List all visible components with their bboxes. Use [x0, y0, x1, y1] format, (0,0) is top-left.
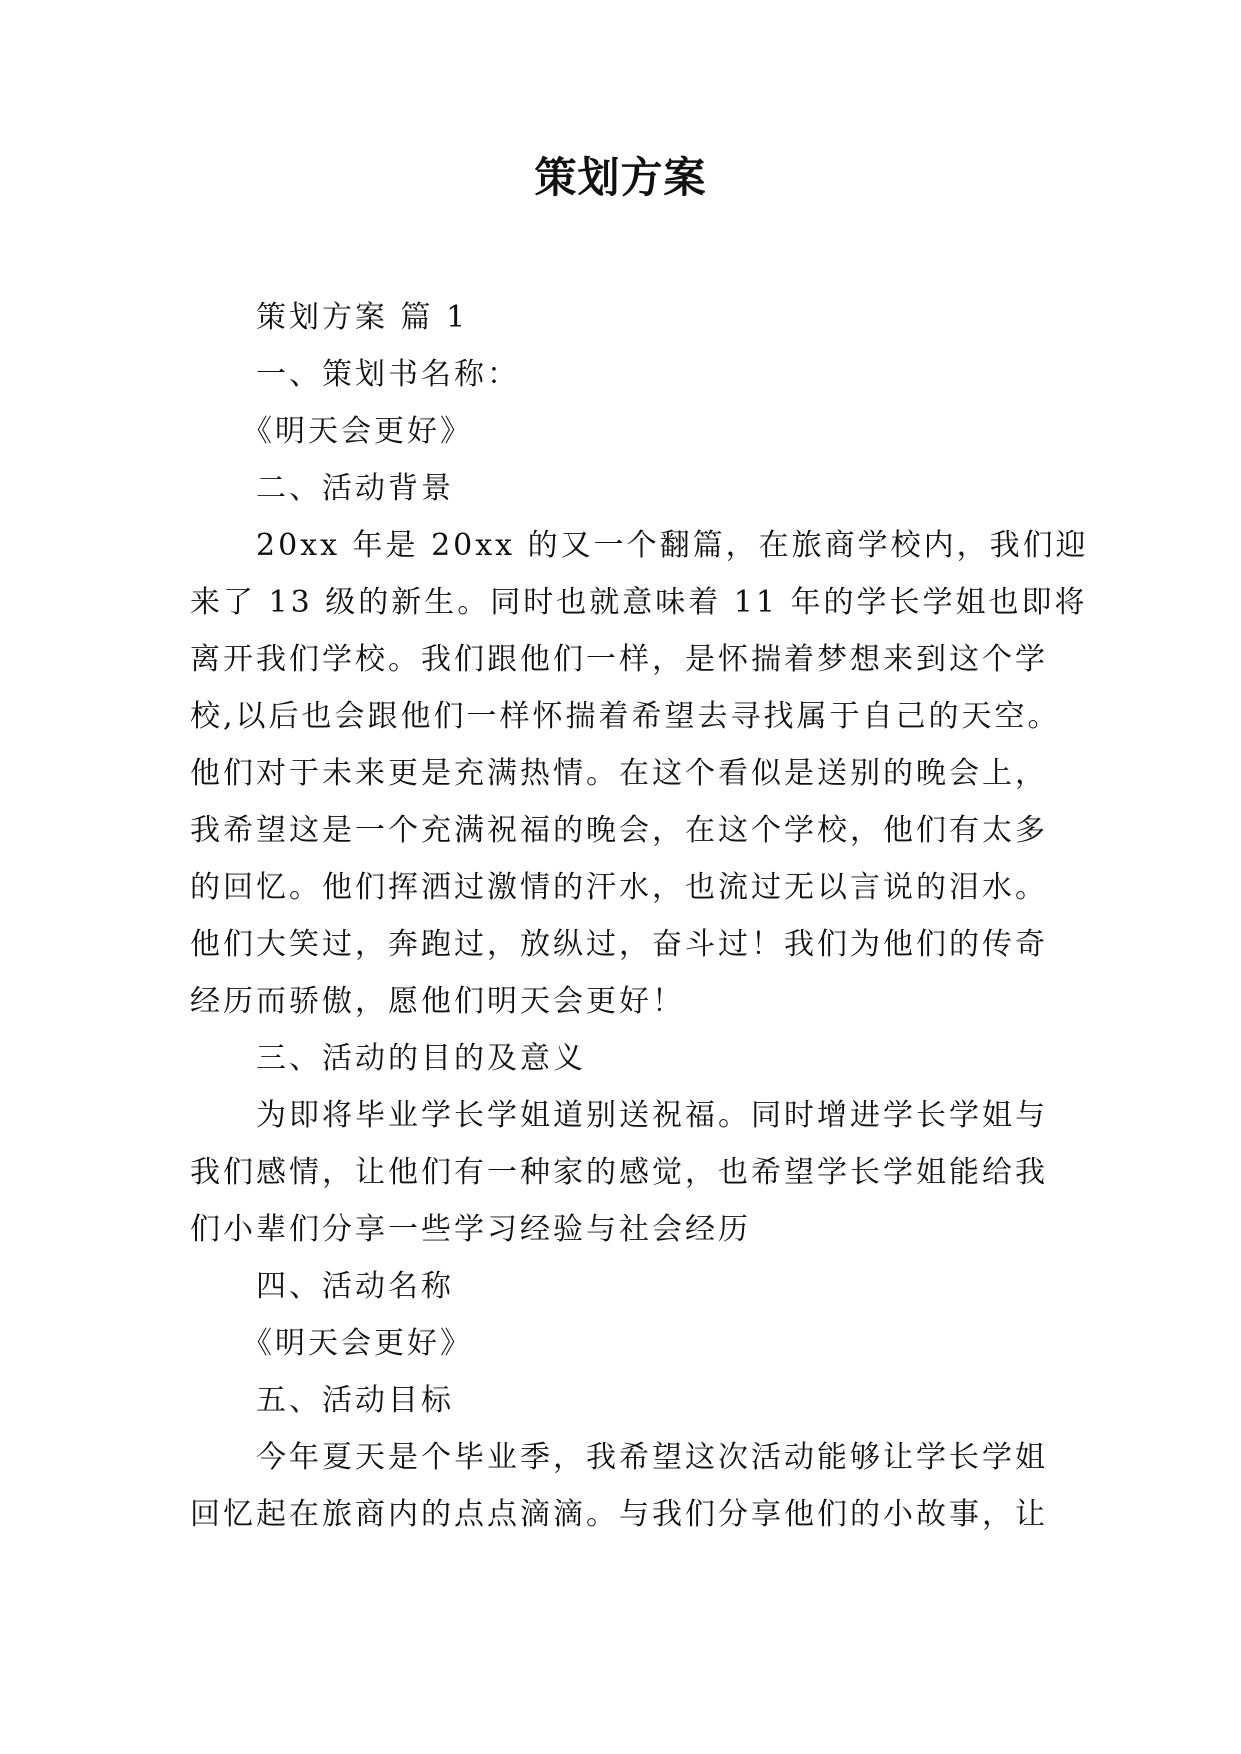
body-line: 《明天会更好》	[242, 414, 473, 449]
body-line: 的回忆。他们挥洒过激情的汗水，也流过无以言说的泪水。	[190, 870, 1048, 905]
body-line: 《明天会更好》	[242, 1326, 473, 1361]
body-line: 策划方案 篇 1	[256, 300, 469, 335]
body-line: 今年夏天是个毕业季，我希望这次活动能够让学长学姐	[256, 1440, 1048, 1475]
body-line: 离开我们学校。我们跟他们一样，是怀揣着梦想来到这个学	[190, 642, 1048, 677]
body-line: 20xx 年是 20xx 的又一个翻篇，在旅商学校内，我们迎	[256, 528, 1089, 563]
body-line: 我希望这是一个充满祝福的晚会，在这个学校，他们有太多	[190, 813, 1048, 848]
body-line: 他们对于未来更是充满热情。在这个看似是送别的晚会上，	[190, 756, 1048, 791]
body-line: 校,以后也会跟他们一样怀揣着希望去寻找属于自己的天空。	[190, 699, 1061, 734]
body-line: 他们大笑过，奔跑过，放纵过，奋斗过！我们为他们的传奇	[190, 927, 1048, 962]
body-line: 回忆起在旅商内的点点滴滴。与我们分享他们的小故事，让	[190, 1497, 1048, 1532]
body-line: 来了 13 级的新生。同时也就意味着 11 年的学长学姐也即将	[190, 585, 1088, 620]
body-line: 我们感情，让他们有一种家的感觉，也希望学长学姐能给我	[190, 1155, 1048, 1190]
body-line: 经历而骄傲，愿他们明天会更好！	[190, 984, 685, 1019]
document-title: 策划方案	[534, 153, 707, 202]
body-line: 五、活动目标	[256, 1383, 454, 1418]
body-line: 四、活动名称	[256, 1269, 454, 1304]
body-line: 二、活动背景	[256, 471, 454, 506]
body-line: 为即将毕业学长学姐道别送祝福。同时增进学长学姐与	[256, 1098, 1048, 1133]
document-body	[190, 289, 1089, 1543]
body-line: 三、活动的目的及意义	[256, 1041, 586, 1076]
body-line: 一、策划书名称：	[256, 357, 520, 392]
body-line: 们小辈们分享一些学习经验与社会经历	[190, 1212, 751, 1247]
